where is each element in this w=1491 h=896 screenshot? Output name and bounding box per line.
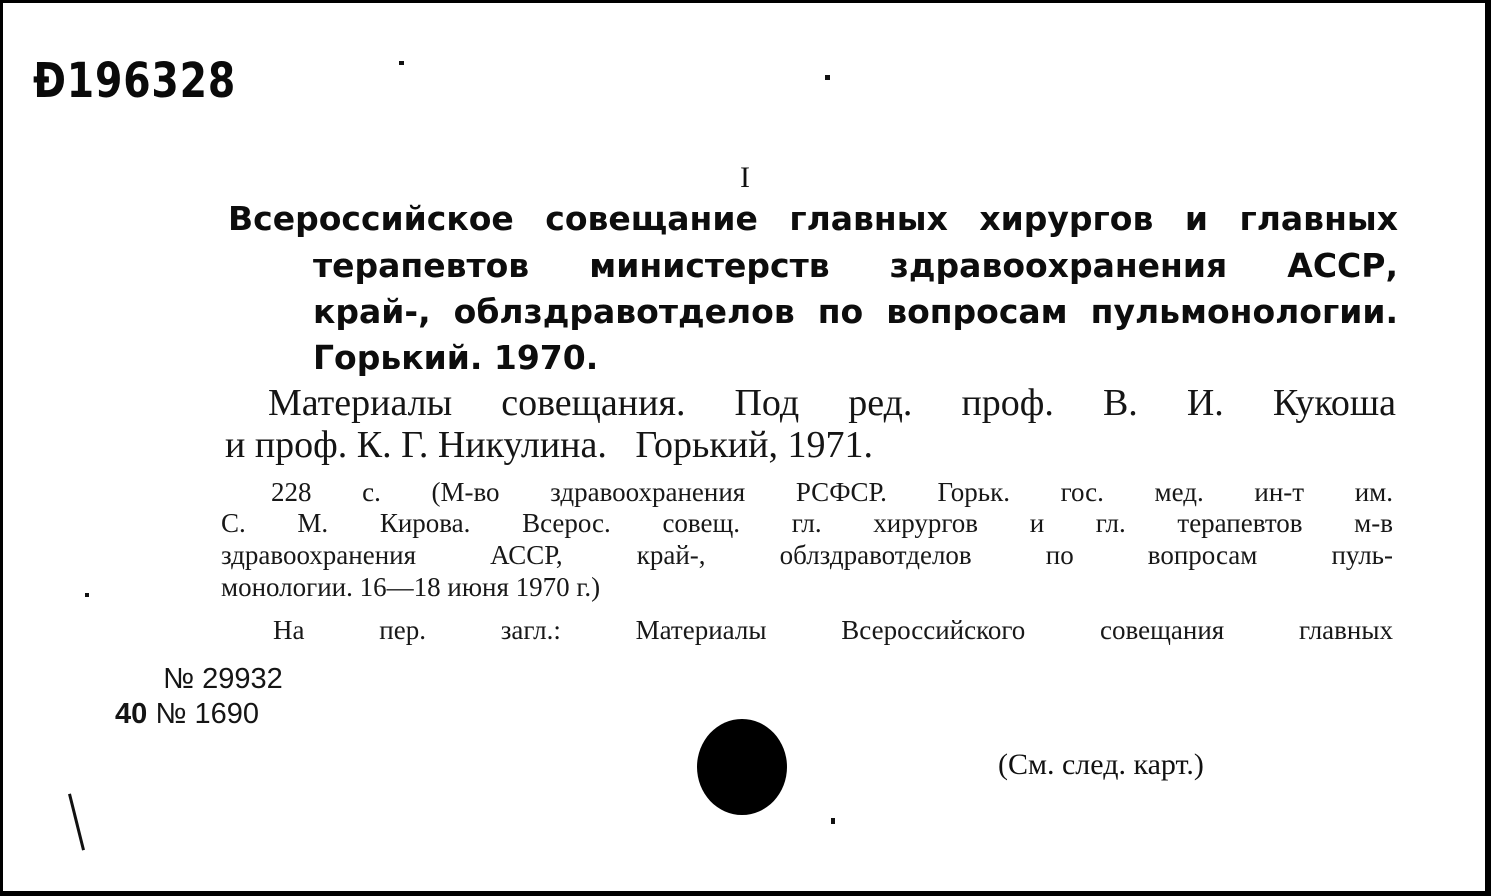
handwritten-card-id: Ð196328 <box>33 53 237 109</box>
note-line: На пер. загл.: Материалы Всероссийского совещания главных <box>273 615 1393 645</box>
shelf-number-1: № 29932 <box>163 663 283 695</box>
title-line-2: и проф. К. Г. Никулина. Горький, 1971. <box>225 424 873 466</box>
shelf-prefix: 40 <box>115 698 148 730</box>
title-line-1: Материалы совещания. Под ред. проф. В. И. Кукоша <box>268 382 1396 424</box>
scan-speck <box>85 593 89 597</box>
description-line-2: С. М. Кирова. Всерос. совещ. гл. хирургов и гл. терапевтов м-в <box>221 508 1393 538</box>
heading-line-1: Всероссийское совещание главных хирургов и главных <box>228 199 1398 238</box>
description-line-4: монологии. 16—18 июня 1970 г.) <box>221 572 601 602</box>
see-next-card: (См. след. карт.) <box>998 748 1204 781</box>
shelf-number-2 <box>115 698 259 731</box>
scan-speck <box>831 818 835 824</box>
heading-line-4: Горький. 1970. <box>313 338 599 377</box>
heading-line-3: край-, облздравотделов по вопросам пульмонологии. <box>313 292 1398 331</box>
description-line-1: 228 с. (М-во здравоохранения РСФСР. Горьк. гос. мед. ин-т им. <box>271 477 1393 507</box>
description-line-3: здравоохранения АССР, край-, облздравотделов по вопросам пуль- <box>221 540 1393 570</box>
heading-line-2: терапевтов министерств здравоохранения АССР, <box>313 246 1398 285</box>
scan-speck <box>825 75 830 80</box>
shelf-number-2-value: № 1690 <box>155 698 260 730</box>
card-number: I <box>740 161 750 194</box>
catalog-card <box>3 3 1489 891</box>
scan-line-mark <box>68 793 85 850</box>
punch-hole <box>697 719 787 815</box>
scan-speck <box>399 61 404 65</box>
